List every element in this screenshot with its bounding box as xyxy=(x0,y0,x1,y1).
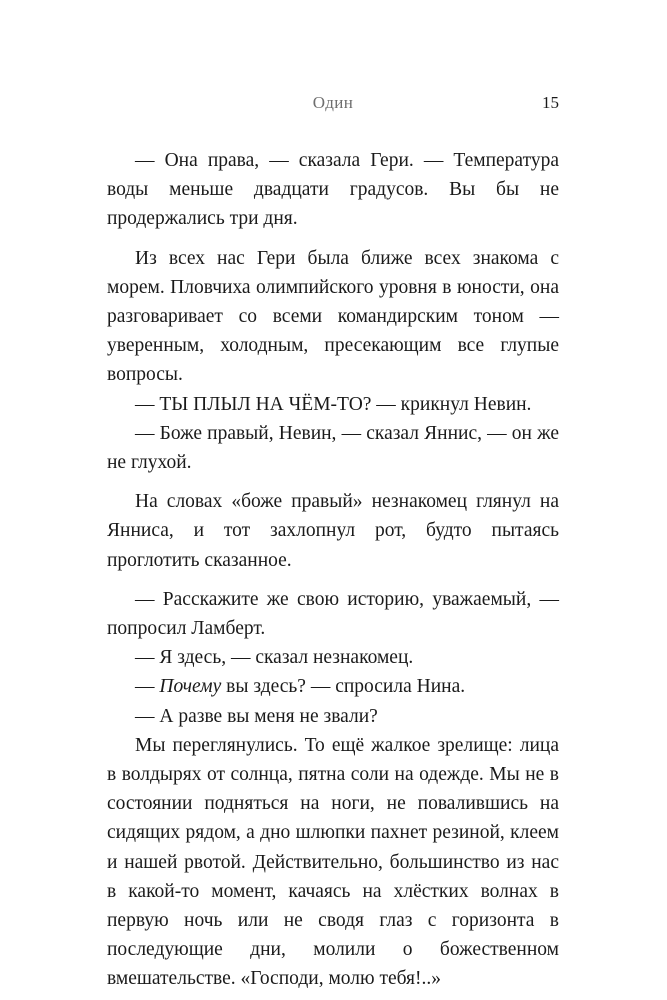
emphasized-word: Почему xyxy=(159,676,222,698)
dash: — xyxy=(135,676,160,698)
running-title: Один xyxy=(312,93,354,112)
body-text xyxy=(107,146,559,994)
running-head xyxy=(107,91,559,115)
book-page xyxy=(107,0,559,1000)
paragraph: Из всех нас Гери была ближе всех знакома с морем. Пловчиха олимпийского уровня в юности, она разговаривает со всеми командирским тоном — уверенным, холодным, пресекающим все глупые вопросы. xyxy=(107,247,559,386)
paragraph: — Она права, — сказала Гери. — Температура воды меньше двадцати градусов. Вы бы не продержались три дня. xyxy=(107,150,559,230)
paragraph: — Расскажите же свою историю, уважаемый, — попросил Ламберт. xyxy=(107,588,559,640)
paragraph: На словах «боже правый» незнакомец глянул на Янниса, и тот захлопнул рот, будто пытаясь проглотить сказанное. xyxy=(107,491,559,571)
paragraph: — ТЫ ПЛЫЛ НА ЧЁМ-ТО? — крикнул Невин. xyxy=(135,393,532,415)
paragraph xyxy=(107,672,559,701)
paragraph: Мы переглянулись. То ещё жалкое зрелище: лица в волдырях от солнца, пятна соли на одежде. Мы не в состоянии подняться на ноги, не повалившись на сидящих рядом, а дно шлюпки пахнет резиной, клеем и нашей рвотой. Действительно, большинство из нас в какой-то момент, качаясь на хлёстких волнах в первую ночь или не сводя глаз с горизонта в последующие дни, молили о божественном вмешательстве. «Господи, молю тебя!..» xyxy=(107,734,559,990)
paragraph: — А разве вы меня не звали? xyxy=(135,705,378,727)
paragraph: — Боже правый, Невин, — сказал Яннис, — он же не глухой. xyxy=(107,422,559,474)
paragraph-rest: вы здесь? — спросила Нина. xyxy=(221,676,466,698)
page-number: 15 xyxy=(542,93,559,112)
paragraph: — Я здесь, — сказал незнакомец. xyxy=(135,647,414,669)
